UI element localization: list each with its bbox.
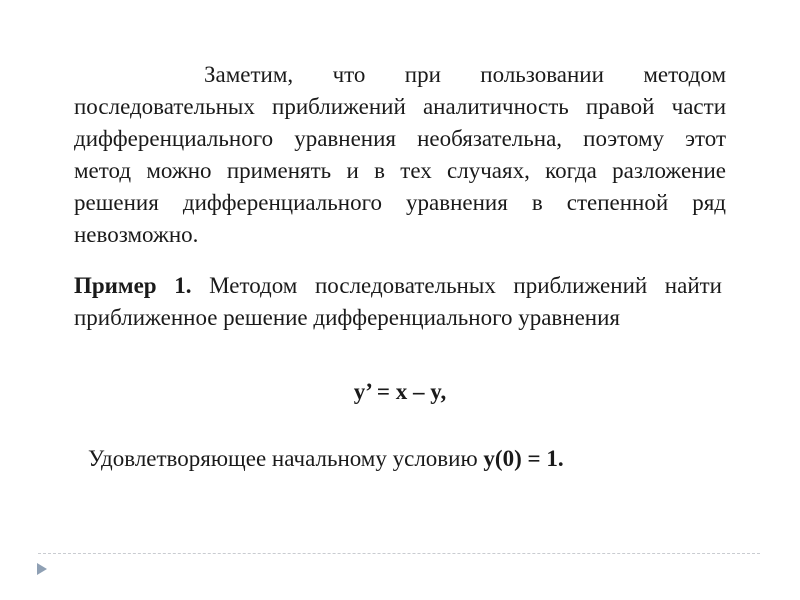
intro-paragraph: Заметим, что при пользовании методом последовательных приближений аналитичность правой части дифференциального уравнения необязательна, поэтому этот метод можно применять и в тех случаях, когда разложение решения дифференциального уравнения в степенной ряд невозможно.: [74, 62, 726, 247]
example-text: Методом последовательных приближений найти приближенное решение дифференциального уравнения: [74, 273, 722, 330]
triangle-right-icon[interactable]: [37, 563, 47, 575]
condition-text: Удовлетворяющее начальному условию: [88, 446, 484, 471]
condition-value: y(0) = 1.: [483, 446, 564, 471]
initial-condition: [88, 443, 564, 475]
example-paragraph: [74, 270, 722, 334]
equation: y’ = x – y,: [353, 379, 447, 404]
example-label: Пример 1.: [74, 273, 192, 298]
footer-divider: [38, 553, 760, 554]
